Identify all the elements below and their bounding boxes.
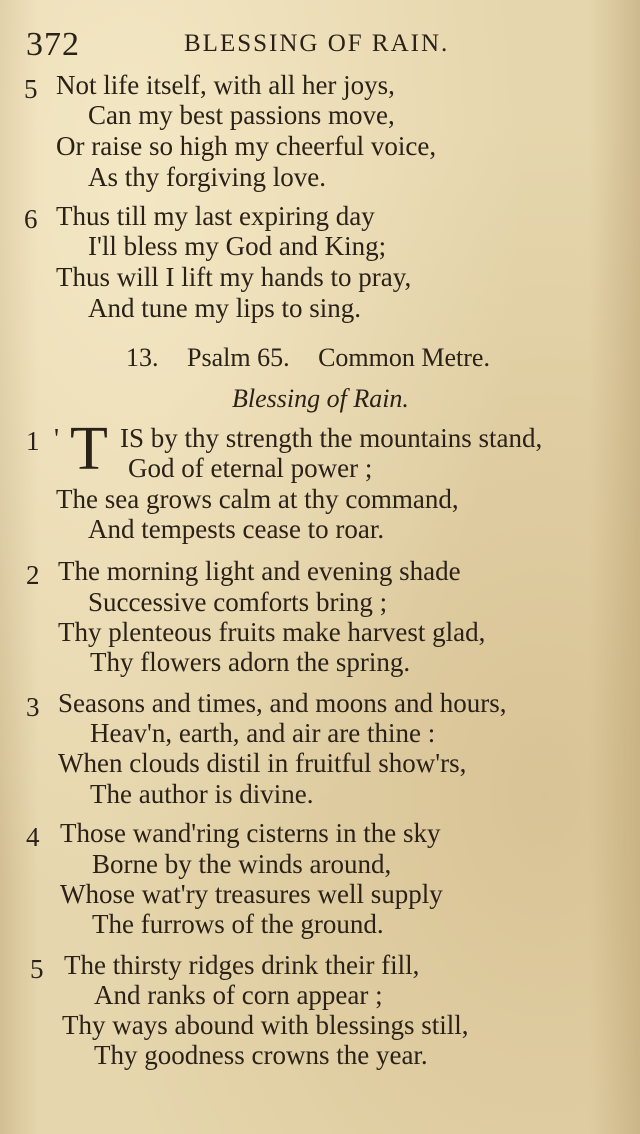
verse-line: Borne by the winds around, [92,849,392,879]
hymn-title: Blessing of Rain. [232,384,409,413]
stanza-number: 2 [26,560,40,590]
verse-line: The thirsty ridges drink their fill, [64,950,420,980]
stanza-number: 1 [26,426,40,456]
verse-line: Whose wat'ry treasures well supply [60,879,443,909]
verse-line: Thus till my last expiring day [56,201,375,231]
verse-line: IS by thy strength the mountains stand, [120,423,543,453]
verse-line: The author is divine. [90,779,314,809]
verse-line: Thy plenteous fruits make harvest glad, [58,617,486,647]
metre: Common Metre. [318,343,490,372]
stanza-number: 5 [30,954,44,984]
verse-line: The morning light and evening shade [58,556,461,586]
psalm-reference: Psalm 65. [187,343,290,372]
verse-line: Thy flowers adorn the spring. [90,647,411,677]
running-head: BLESSING OF RAIN. [184,30,450,57]
verse-line: Those wand'ring cisterns in the sky [60,818,441,848]
page-header [26,26,476,66]
verse-line: God of eternal power ; [128,453,373,483]
verse-line: The furrows of the ground. [92,909,384,939]
stanza-number: 5 [24,74,38,104]
verse-line: As thy forgiving love. [88,162,326,192]
verse-line: Not life itself, with all her joys, [56,70,395,100]
page-number: 372 [26,26,80,63]
verse-line: Or raise so high my cheerful voice, [56,131,437,161]
hymn-number: 13. [126,343,159,372]
hymn-heading [126,343,512,373]
verse-line: And ranks of corn appear ; [94,980,383,1010]
verse-line: Successive comforts bring ; [88,587,388,617]
verse-line: And tempests cease to roar. [88,514,385,544]
verse-line: Heav'n, earth, and air are thine : [90,718,436,748]
verse-line: I'll bless my God and King; [88,231,387,261]
verse-line: The sea grows calm at thy command, [56,484,459,514]
stanza-number: 3 [26,692,40,722]
verse-line: Seasons and times, and moons and hours, [58,688,507,718]
verse-line: Thy goodness crowns the year. [94,1040,428,1070]
verse-line: Can my best passions move, [88,100,395,130]
verse-line: Thy ways abound with blessings still, [62,1010,469,1040]
stanza-number: 4 [26,822,40,852]
stanza-number: 6 [24,204,38,234]
drop-cap: T [70,415,108,483]
opening-quote: ' [54,424,60,455]
verse-line: And tune my lips to sing. [88,293,362,323]
verse-line: When clouds distil in fruitful show'rs, [58,748,467,778]
verse-line: Thus will I lift my hands to pray, [56,262,412,292]
